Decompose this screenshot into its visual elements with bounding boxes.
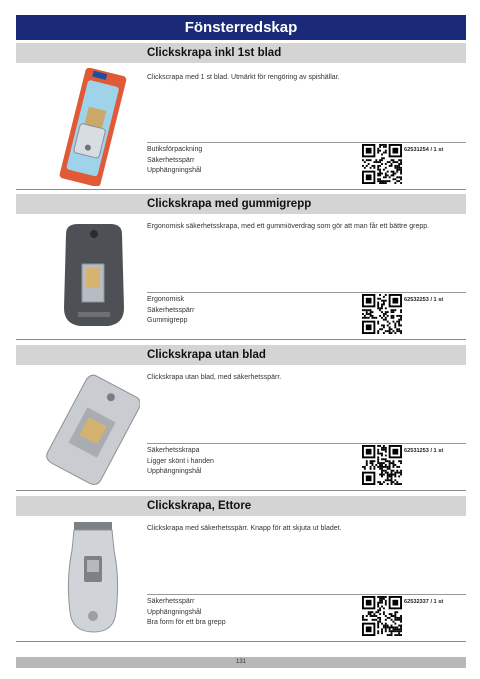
divider (147, 443, 466, 444)
feature-item: Upphängningshål (147, 608, 202, 616)
product-title: Clickskrapa utan blad (16, 345, 466, 365)
feature-item: Gummigrepp (147, 317, 188, 324)
feature-list (147, 145, 202, 177)
feature-item: Säkerhetsspärr (147, 156, 195, 164)
feature-item: Säkerhetsskrapa (147, 447, 200, 454)
feature-list (147, 295, 194, 327)
product-description: Clickskrapa med säkerhetsspärr. Knapp för att skjuta ut bladet. (147, 525, 342, 532)
qr-code-icon (362, 144, 402, 184)
product-image-packaged-scraper (44, 68, 140, 186)
product-description: Ergonomisk säkerhetsskrapa, med ett gummiöverdrag som gör att man får ett bättre grepp. (147, 223, 430, 230)
divider (147, 292, 466, 293)
qr-code-icon (362, 596, 402, 636)
article-number: 62532253 / 1 st (404, 297, 444, 303)
product-image-bladeless-scraper (44, 371, 140, 489)
product-image-rubber-grip-scraper (44, 220, 140, 338)
feature-list (147, 597, 226, 629)
product-description: Clickscrapa med 1 st blad. Utmärkt för rengöring av spishällar. (147, 74, 340, 81)
feature-item: Säkerhetsspärr (147, 306, 195, 314)
feature-item: Upphängningshål (147, 167, 202, 174)
feature-item: Butiksförpackning (147, 146, 203, 153)
article-number: 62531254 / 1 st (404, 147, 444, 153)
product-title: Clickskrapa, Ettore (16, 496, 466, 516)
page-number: 131 (16, 657, 466, 668)
product-title: Clickskrapa med gummigrepp (16, 194, 466, 214)
article-number: 62531253 / 1 st (404, 448, 444, 454)
divider (147, 142, 466, 143)
page-title: Fönsterredskap (16, 15, 466, 40)
feature-item: Upphängningshål (147, 468, 202, 475)
qr-code-icon (362, 445, 402, 485)
divider (147, 594, 466, 595)
article-number: 62532337 / 1 st (404, 599, 444, 605)
feature-item: Ergonomisk (147, 296, 184, 303)
product-image-ettore-scraper (44, 520, 140, 638)
feature-item: Bra form för ett bra grepp (147, 619, 226, 626)
product-title: Clickskrapa inkl 1st blad (16, 43, 466, 63)
section-separator (16, 641, 466, 642)
feature-list (147, 446, 214, 478)
feature-item: Ligger skönt i handen (147, 457, 214, 465)
section-separator (16, 189, 466, 190)
section-separator (16, 339, 466, 340)
feature-item: Säkerhetsspärr (147, 598, 195, 605)
section-separator (16, 490, 466, 491)
qr-code-icon (362, 294, 402, 334)
product-description: Clickskrapa utan blad, med säkerhetsspärr. (147, 374, 282, 381)
